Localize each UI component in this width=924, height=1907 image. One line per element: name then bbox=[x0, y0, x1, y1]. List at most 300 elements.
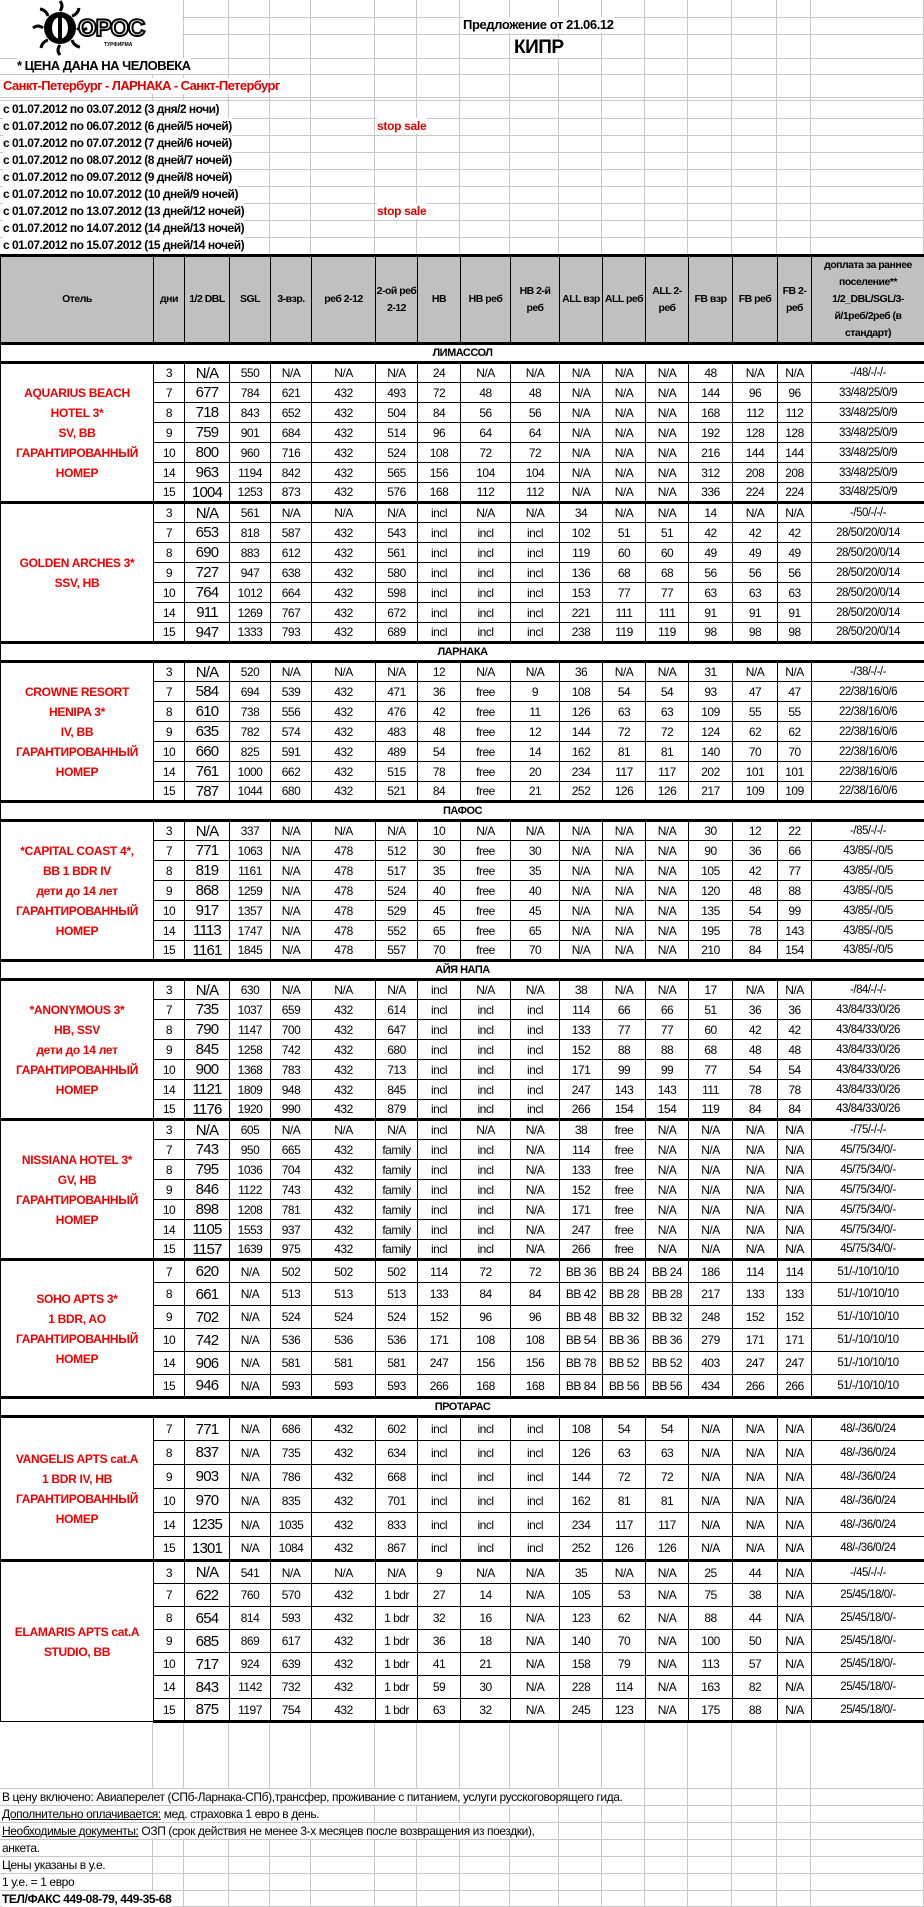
cell-fb-child: 101 bbox=[733, 762, 778, 782]
cell-fb-adult: 312 bbox=[689, 463, 733, 483]
cell-hb: incl bbox=[418, 1441, 461, 1465]
route-label: Санкт-Петербург - ЛАРНАКА - Санкт-Петербург bbox=[3, 78, 280, 93]
cell-early-checkin-surcharge: 43/84/33/0/26 bbox=[812, 1080, 924, 1100]
cell-fb-adult: 124 bbox=[689, 722, 733, 742]
cell-hb-child: 14 bbox=[461, 1584, 511, 1607]
column-header-all-child: ALL реб bbox=[603, 256, 646, 344]
cell-all-child: 119 bbox=[603, 623, 646, 643]
cell-sgl: 1253 bbox=[230, 483, 271, 503]
cell-second-child: N/A bbox=[376, 821, 418, 841]
cell-three-adults: 574 bbox=[271, 722, 312, 742]
hotel-name: GOLDEN ARCHES 3* SSV, HB bbox=[1, 503, 154, 643]
cell-hb-child: 32 bbox=[461, 1699, 511, 1722]
cell-fb-child: 91 bbox=[733, 603, 778, 623]
cell-second-child: family bbox=[376, 1140, 418, 1160]
cell-hb-child: 48 bbox=[461, 383, 511, 403]
cell-all-child: N/A bbox=[603, 921, 646, 941]
cell-hb-second-child: N/A bbox=[511, 1653, 560, 1676]
cell-hb: 32 bbox=[418, 1607, 461, 1630]
cell-child-2-12: 432 bbox=[312, 603, 376, 623]
date-range-row: с 01.07.2012 по 13.07.2012 (13 дней/12 ночей) bbox=[3, 204, 245, 218]
cell-hb-child: 84 bbox=[461, 1283, 511, 1306]
cell-three-adults: 665 bbox=[271, 1140, 312, 1160]
cell-second-child: 634 bbox=[376, 1441, 418, 1465]
cell-hb-second-child: N/A bbox=[511, 1140, 560, 1160]
cell-hb-child: 156 bbox=[461, 1352, 511, 1375]
cell-hb-child: free bbox=[461, 861, 511, 881]
cell-all-adult: BB 78 bbox=[560, 1352, 603, 1375]
cell-second-child: 513 bbox=[376, 1283, 418, 1306]
cell-fb-second-child: 208 bbox=[778, 463, 812, 483]
cell-early-checkin-surcharge: 28/50/20/0/14 bbox=[812, 523, 924, 543]
cell-dbl-half: 661 bbox=[185, 1283, 230, 1306]
cell-dbl-half: N/A bbox=[185, 821, 230, 841]
cell-three-adults: 732 bbox=[271, 1676, 312, 1699]
cell-days: 14 bbox=[154, 1080, 185, 1100]
cell-days: 8 bbox=[154, 702, 185, 722]
cell-dbl-half: 717 bbox=[185, 1653, 230, 1676]
cell-hb: 59 bbox=[418, 1676, 461, 1699]
cell-second-child: 580 bbox=[376, 563, 418, 583]
cell-second-child: 515 bbox=[376, 762, 418, 782]
cell-fb-adult: 98 bbox=[689, 623, 733, 643]
cell-dbl-half: 677 bbox=[185, 383, 230, 403]
column-header-dbl-half: 1/2 DBL bbox=[185, 256, 230, 344]
cell-dbl-half: 846 bbox=[185, 1180, 230, 1200]
cell-fb-adult: 202 bbox=[689, 762, 733, 782]
cell-all-child: free bbox=[603, 1200, 646, 1220]
cell-sgl: 1269 bbox=[230, 603, 271, 623]
column-header-fb-child: FB реб bbox=[733, 256, 778, 344]
cell-dbl-half: 1161 bbox=[185, 941, 230, 961]
cell-early-checkin-surcharge: 22/38/16/0/6 bbox=[812, 702, 924, 722]
cell-hb-second-child: incl bbox=[511, 1060, 560, 1080]
cell-all-adult: 38 bbox=[560, 1120, 603, 1140]
cell-fb-second-child: 133 bbox=[778, 1283, 812, 1306]
cell-fb-child: N/A bbox=[733, 662, 778, 682]
cell-all-child: 117 bbox=[603, 1513, 646, 1537]
cell-all-second-child: BB 52 bbox=[646, 1352, 689, 1375]
cell-dbl-half: 635 bbox=[185, 722, 230, 742]
cell-fb-adult: N/A bbox=[689, 1140, 733, 1160]
cell-hb-second-child: incl bbox=[511, 603, 560, 623]
cell-second-child: 536 bbox=[376, 1329, 418, 1352]
cell-child-2-12: 432 bbox=[312, 1513, 376, 1537]
cell-all-second-child: 88 bbox=[646, 1040, 689, 1060]
cell-child-2-12: 432 bbox=[312, 762, 376, 782]
cell-all-second-child: N/A bbox=[646, 1120, 689, 1140]
cell-hb-second-child: N/A bbox=[511, 1561, 560, 1584]
cell-fb-child: 44 bbox=[733, 1607, 778, 1630]
cell-hb-second-child: 14 bbox=[511, 742, 560, 762]
cell-all-child: 72 bbox=[603, 1465, 646, 1489]
cell-dbl-half: 917 bbox=[185, 901, 230, 921]
cell-all-child: 72 bbox=[603, 722, 646, 742]
cell-days: 3 bbox=[154, 1561, 185, 1584]
cell-three-adults: 1035 bbox=[271, 1513, 312, 1537]
cell-fb-child: 84 bbox=[733, 1100, 778, 1120]
cell-all-adult: 36 bbox=[560, 662, 603, 682]
cell-fb-second-child: N/A bbox=[778, 1140, 812, 1160]
cell-days: 14 bbox=[154, 603, 185, 623]
cell-all-adult: 126 bbox=[560, 702, 603, 722]
cell-early-checkin-surcharge: 25/45/18/0/- bbox=[812, 1630, 924, 1653]
cell-fb-adult: N/A bbox=[689, 1240, 733, 1260]
cell-hb: 70 bbox=[418, 941, 461, 961]
cell-hb-child: free bbox=[461, 901, 511, 921]
cell-sgl: 1809 bbox=[230, 1080, 271, 1100]
cell-days: 15 bbox=[154, 941, 185, 961]
cell-hb-child: incl bbox=[461, 623, 511, 643]
cell-hb-child: incl bbox=[461, 1180, 511, 1200]
cell-fb-child: 54 bbox=[733, 1060, 778, 1080]
cell-sgl: 784 bbox=[230, 383, 271, 403]
cell-hb: 24 bbox=[418, 363, 461, 383]
cell-all-adult: 238 bbox=[560, 623, 603, 643]
cell-all-second-child: 143 bbox=[646, 1080, 689, 1100]
cell-three-adults: 793 bbox=[271, 623, 312, 643]
cell-three-adults: 873 bbox=[271, 483, 312, 503]
cell-sgl: 1333 bbox=[230, 623, 271, 643]
cell-dbl-half: 900 bbox=[185, 1060, 230, 1080]
cell-child-2-12: 432 bbox=[312, 1200, 376, 1220]
cell-child-2-12: 432 bbox=[312, 1630, 376, 1653]
date-range-row: с 01.07.2012 по 09.07.2012 (9 дней/8 ночей) bbox=[3, 170, 232, 184]
cell-dbl-half: 946 bbox=[185, 1375, 230, 1398]
column-header-child-2-12: реб 2-12 bbox=[312, 256, 376, 344]
cell-sgl: 1920 bbox=[230, 1100, 271, 1120]
cell-fb-child: 42 bbox=[733, 1020, 778, 1040]
cell-fb-child: 44 bbox=[733, 1561, 778, 1584]
cell-child-2-12: 432 bbox=[312, 583, 376, 603]
cell-days: 9 bbox=[154, 1040, 185, 1060]
cell-three-adults: 990 bbox=[271, 1100, 312, 1120]
cell-three-adults: 684 bbox=[271, 423, 312, 443]
cell-fb-adult: 30 bbox=[689, 821, 733, 841]
cell-hb: 171 bbox=[418, 1329, 461, 1352]
table-row bbox=[1, 363, 924, 383]
cell-hb: 84 bbox=[418, 403, 461, 423]
cell-fb-second-child: N/A bbox=[778, 1200, 812, 1220]
cell-three-adults: N/A bbox=[271, 841, 312, 861]
foros-logo bbox=[0, 0, 182, 57]
cell-second-child: N/A bbox=[376, 363, 418, 383]
cell-fb-second-child: N/A bbox=[778, 1160, 812, 1180]
cell-second-child: 845 bbox=[376, 1080, 418, 1100]
cell-three-adults: 621 bbox=[271, 383, 312, 403]
cell-days: 10 bbox=[154, 901, 185, 921]
cell-days: 7 bbox=[154, 1584, 185, 1607]
cell-all-adult: 266 bbox=[560, 1100, 603, 1120]
cell-child-2-12: 593 bbox=[312, 1375, 376, 1398]
cell-three-adults: 524 bbox=[271, 1306, 312, 1329]
cell-second-child: 1 bdr bbox=[376, 1653, 418, 1676]
cell-hb: 114 bbox=[418, 1260, 461, 1283]
cell-dbl-half: 1121 bbox=[185, 1080, 230, 1100]
cell-second-child: 543 bbox=[376, 523, 418, 543]
cell-early-checkin-surcharge: 28/50/20/0/14 bbox=[812, 563, 924, 583]
cell-fb-second-child: N/A bbox=[778, 1441, 812, 1465]
cell-fb-adult: 192 bbox=[689, 423, 733, 443]
offer-date-title: Предложение от 21.06.12 bbox=[463, 17, 614, 32]
cell-all-child: 63 bbox=[603, 1441, 646, 1465]
cell-all-child: 68 bbox=[603, 563, 646, 583]
cell-fb-adult: 163 bbox=[689, 1676, 733, 1699]
cell-fb-second-child: 42 bbox=[778, 1020, 812, 1040]
cell-hb: 41 bbox=[418, 1653, 461, 1676]
cell-fb-adult: 210 bbox=[689, 941, 733, 961]
cell-child-2-12: 432 bbox=[312, 1000, 376, 1020]
cell-dbl-half: 1004 bbox=[185, 483, 230, 503]
cell-early-checkin-surcharge: -/38/-/-/- bbox=[812, 662, 924, 682]
cell-all-second-child: N/A bbox=[646, 1699, 689, 1722]
cell-three-adults: N/A bbox=[271, 503, 312, 523]
cell-three-adults: 638 bbox=[271, 563, 312, 583]
cell-fb-adult: 49 bbox=[689, 543, 733, 563]
cell-days: 9 bbox=[154, 1630, 185, 1653]
cell-all-adult: 247 bbox=[560, 1220, 603, 1240]
cell-dbl-half: 868 bbox=[185, 881, 230, 901]
cell-three-adults: 786 bbox=[271, 1465, 312, 1489]
table-row bbox=[1, 503, 924, 523]
cell-days: 9 bbox=[154, 1306, 185, 1329]
cell-hb-child: incl bbox=[461, 1140, 511, 1160]
cell-early-checkin-surcharge: 48/-/36/0/24 bbox=[812, 1513, 924, 1537]
hotel-name: ELAMARIS APTS cat.A STUDIO, BB bbox=[1, 1561, 154, 1722]
cell-child-2-12: N/A bbox=[312, 363, 376, 383]
cell-hb-second-child: incl bbox=[511, 1489, 560, 1513]
cell-three-adults: 539 bbox=[271, 682, 312, 702]
cell-hb-child: incl bbox=[461, 543, 511, 563]
cell-all-child: 62 bbox=[603, 1607, 646, 1630]
cell-second-child: 701 bbox=[376, 1489, 418, 1513]
cell-days: 3 bbox=[154, 980, 185, 1000]
region-name: ПАФОС bbox=[1, 802, 924, 821]
cell-dbl-half: 898 bbox=[185, 1200, 230, 1220]
cell-fb-second-child: 70 bbox=[778, 742, 812, 762]
cell-sgl: 550 bbox=[230, 363, 271, 383]
cell-all-adult: 144 bbox=[560, 722, 603, 742]
cell-early-checkin-surcharge: 25/45/18/0/- bbox=[812, 1699, 924, 1722]
cell-dbl-half: N/A bbox=[185, 503, 230, 523]
cell-sgl: 1845 bbox=[230, 941, 271, 961]
cell-child-2-12: 432 bbox=[312, 563, 376, 583]
cell-all-adult: 158 bbox=[560, 1653, 603, 1676]
cell-hb-second-child: N/A bbox=[511, 1676, 560, 1699]
cell-three-adults: 659 bbox=[271, 1000, 312, 1020]
cell-days: 9 bbox=[154, 722, 185, 742]
cell-early-checkin-surcharge: 51/-/10/10/10 bbox=[812, 1306, 924, 1329]
cell-three-adults: 581 bbox=[271, 1352, 312, 1375]
cell-child-2-12: 432 bbox=[312, 483, 376, 503]
cell-hb: 42 bbox=[418, 702, 461, 722]
cell-all-adult: 252 bbox=[560, 1537, 603, 1561]
cell-dbl-half: 690 bbox=[185, 543, 230, 563]
cell-early-checkin-surcharge: 48/-/36/0/24 bbox=[812, 1417, 924, 1441]
cell-hb: 36 bbox=[418, 682, 461, 702]
cell-second-child: 867 bbox=[376, 1537, 418, 1561]
cell-all-second-child: N/A bbox=[646, 881, 689, 901]
cell-fb-adult: 75 bbox=[689, 1584, 733, 1607]
cell-three-adults: 593 bbox=[271, 1375, 312, 1398]
cell-dbl-half: 660 bbox=[185, 742, 230, 762]
cell-fb-child: 82 bbox=[733, 1676, 778, 1699]
cell-child-2-12: 432 bbox=[312, 463, 376, 483]
cell-days: 9 bbox=[154, 563, 185, 583]
cell-all-second-child: 119 bbox=[646, 623, 689, 643]
cell-hb-child: 64 bbox=[461, 423, 511, 443]
column-header-hb-child: HB реб bbox=[461, 256, 511, 344]
cell-fb-second-child: N/A bbox=[778, 1240, 812, 1260]
cell-all-adult: 153 bbox=[560, 583, 603, 603]
sun-logo-icon bbox=[0, 0, 182, 57]
cell-child-2-12: 432 bbox=[312, 782, 376, 802]
cell-fb-adult: 56 bbox=[689, 563, 733, 583]
cell-all-child: N/A bbox=[603, 941, 646, 961]
cell-fb-child: N/A bbox=[733, 1160, 778, 1180]
date-range-row: с 01.07.2012 по 06.07.2012 (6 дней/5 ночей) bbox=[3, 119, 232, 133]
region-name: АЙЯ НАПА bbox=[1, 961, 924, 980]
cell-second-child: N/A bbox=[376, 1561, 418, 1584]
cell-all-adult: 171 bbox=[560, 1060, 603, 1080]
cell-all-second-child: 63 bbox=[646, 1441, 689, 1465]
cell-hb-child: free bbox=[461, 881, 511, 901]
cell-fb-second-child: 171 bbox=[778, 1329, 812, 1352]
cell-hb-second-child: 108 bbox=[511, 1329, 560, 1352]
cell-three-adults: 948 bbox=[271, 1080, 312, 1100]
cell-all-second-child: N/A bbox=[646, 363, 689, 383]
cell-hb: incl bbox=[418, 1020, 461, 1040]
cell-sgl: 1747 bbox=[230, 921, 271, 941]
cell-early-checkin-surcharge: 22/38/16/0/6 bbox=[812, 762, 924, 782]
cell-hb-child: 72 bbox=[461, 1260, 511, 1283]
cell-days: 3 bbox=[154, 503, 185, 523]
cell-fb-adult: 113 bbox=[689, 1653, 733, 1676]
cell-hb: incl bbox=[418, 1200, 461, 1220]
cell-child-2-12: 432 bbox=[312, 403, 376, 423]
cell-sgl: 1553 bbox=[230, 1220, 271, 1240]
cell-all-child: N/A bbox=[603, 861, 646, 881]
cell-child-2-12: N/A bbox=[312, 980, 376, 1000]
cell-all-child: 81 bbox=[603, 742, 646, 762]
cell-sgl: 760 bbox=[230, 1584, 271, 1607]
cell-early-checkin-surcharge: 43/84/33/0/26 bbox=[812, 1100, 924, 1120]
cell-child-2-12: 432 bbox=[312, 742, 376, 762]
cell-early-checkin-surcharge: 51/-/10/10/10 bbox=[812, 1260, 924, 1283]
cell-second-child: 647 bbox=[376, 1020, 418, 1040]
region-name: ПРОТАРАС bbox=[1, 1398, 924, 1417]
cell-fb-second-child: 55 bbox=[778, 702, 812, 722]
cell-fb-second-child: N/A bbox=[778, 980, 812, 1000]
cell-second-child: 517 bbox=[376, 861, 418, 881]
cell-all-second-child: 54 bbox=[646, 1417, 689, 1441]
cell-all-child: 143 bbox=[603, 1080, 646, 1100]
cell-all-second-child: BB 32 bbox=[646, 1306, 689, 1329]
cell-fb-adult: 120 bbox=[689, 881, 733, 901]
cell-fb-adult: N/A bbox=[689, 1441, 733, 1465]
cell-fb-child: N/A bbox=[733, 1180, 778, 1200]
region-name: ЛАРНАКА bbox=[1, 643, 924, 662]
cell-hb-child: N/A bbox=[461, 503, 511, 523]
cell-sgl: 337 bbox=[230, 821, 271, 841]
cell-hb-second-child: 56 bbox=[511, 403, 560, 423]
cell-child-2-12: 432 bbox=[312, 623, 376, 643]
cell-all-child: N/A bbox=[603, 901, 646, 921]
cell-all-second-child: 54 bbox=[646, 682, 689, 702]
cell-days: 8 bbox=[154, 1283, 185, 1306]
cell-three-adults: N/A bbox=[271, 921, 312, 941]
cell-early-checkin-surcharge: 45/75/34/0/- bbox=[812, 1180, 924, 1200]
cell-all-second-child: 72 bbox=[646, 1465, 689, 1489]
cell-all-child: N/A bbox=[603, 403, 646, 423]
cell-three-adults: 617 bbox=[271, 1630, 312, 1653]
cell-early-checkin-surcharge: 22/38/16/0/6 bbox=[812, 722, 924, 742]
cell-dbl-half: 622 bbox=[185, 1584, 230, 1607]
cell-early-checkin-surcharge: 43/85/-/0/5 bbox=[812, 841, 924, 861]
cell-child-2-12: 432 bbox=[312, 1020, 376, 1040]
cell-all-second-child: N/A bbox=[646, 901, 689, 921]
cell-fb-adult: 279 bbox=[689, 1329, 733, 1352]
cell-hb: incl bbox=[418, 1513, 461, 1537]
cell-all-child: BB 28 bbox=[603, 1283, 646, 1306]
cell-days: 14 bbox=[154, 1220, 185, 1240]
cell-all-adult: N/A bbox=[560, 901, 603, 921]
cell-hb: 36 bbox=[418, 1630, 461, 1653]
cell-days: 3 bbox=[154, 662, 185, 682]
cell-all-second-child: 117 bbox=[646, 762, 689, 782]
cell-hb-child: 112 bbox=[461, 483, 511, 503]
cell-hb-second-child: incl bbox=[511, 1417, 560, 1441]
cell-early-checkin-surcharge: 51/-/10/10/10 bbox=[812, 1283, 924, 1306]
cell-fb-second-child: 128 bbox=[778, 423, 812, 443]
cell-sgl: 1000 bbox=[230, 762, 271, 782]
cell-days: 9 bbox=[154, 1465, 185, 1489]
cell-all-adult: 102 bbox=[560, 523, 603, 543]
cell-fb-second-child: N/A bbox=[778, 1653, 812, 1676]
cell-fb-child: 247 bbox=[733, 1352, 778, 1375]
cell-hb: incl bbox=[418, 1080, 461, 1100]
cell-hb-second-child: incl bbox=[511, 543, 560, 563]
cell-days: 3 bbox=[154, 1120, 185, 1140]
cell-fb-second-child: N/A bbox=[778, 1220, 812, 1240]
cell-all-adult: N/A bbox=[560, 363, 603, 383]
cell-all-child: 66 bbox=[603, 1000, 646, 1020]
cell-fb-adult: 195 bbox=[689, 921, 733, 941]
cell-hb-child: 72 bbox=[461, 443, 511, 463]
column-header-days: дни bbox=[154, 256, 185, 344]
cell-days: 7 bbox=[154, 1260, 185, 1283]
cell-all-second-child: 63 bbox=[646, 702, 689, 722]
cell-three-adults: 652 bbox=[271, 403, 312, 423]
cell-sgl: N/A bbox=[230, 1306, 271, 1329]
cell-fb-second-child: 36 bbox=[778, 1000, 812, 1020]
cell-days: 15 bbox=[154, 782, 185, 802]
cell-second-child: 1 bdr bbox=[376, 1676, 418, 1699]
cell-dbl-half: 742 bbox=[185, 1329, 230, 1352]
cell-second-child: 833 bbox=[376, 1513, 418, 1537]
cell-fb-adult: 68 bbox=[689, 1040, 733, 1060]
cell-fb-adult: N/A bbox=[689, 1513, 733, 1537]
cell-sgl: 1147 bbox=[230, 1020, 271, 1040]
cell-fb-child: 47 bbox=[733, 682, 778, 702]
cell-child-2-12: 432 bbox=[312, 1160, 376, 1180]
cell-fb-adult: N/A bbox=[689, 1537, 733, 1561]
cell-fb-adult: N/A bbox=[689, 1200, 733, 1220]
cell-fb-second-child: N/A bbox=[778, 1607, 812, 1630]
hotel-name: NISSIANA HOTEL 3* GV, HB ГАРАНТИРОВАННЫЙ НОМЕР bbox=[1, 1120, 154, 1260]
cell-hb-child: incl bbox=[461, 523, 511, 543]
cell-days: 14 bbox=[154, 1352, 185, 1375]
